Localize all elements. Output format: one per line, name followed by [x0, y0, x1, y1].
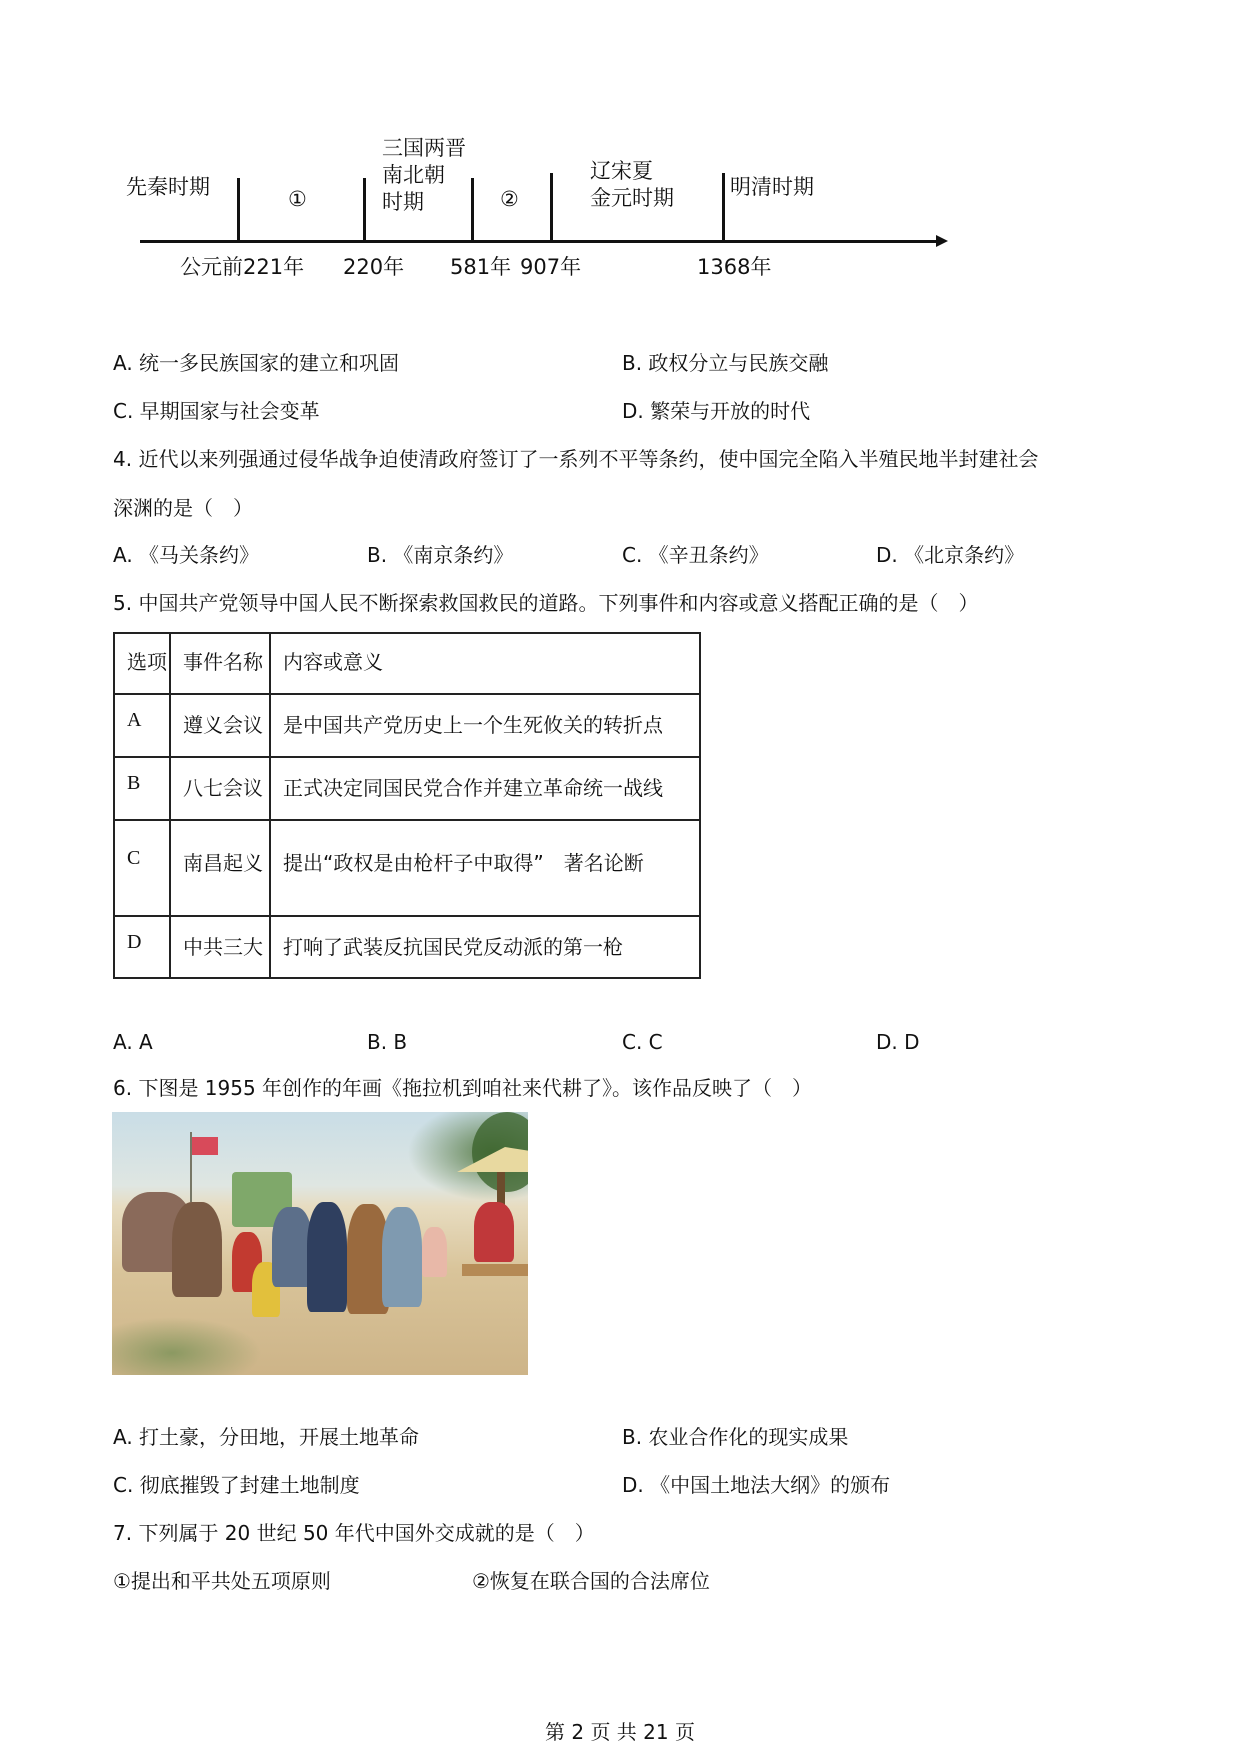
- figure-shape: [272, 1207, 312, 1287]
- timeline-tick: [237, 178, 240, 241]
- timeline-tick: [722, 173, 725, 241]
- new-year-painting-image: [112, 1112, 528, 1375]
- period-label: 三国两晋: [382, 136, 466, 160]
- woman-figure-shape: [474, 1202, 514, 1262]
- period-label: ①: [288, 187, 307, 211]
- q4-option-d: D. 《北京条约》: [876, 543, 1025, 567]
- events-table: [113, 632, 701, 979]
- q3-option-a: A. 统一多民族国家的建立和巩固: [113, 351, 400, 375]
- year-label: 581年: [450, 255, 512, 279]
- q5-option-b: B. B: [367, 1030, 408, 1054]
- q5-stem: 5. 中国共产党领导中国人民不断探索救国救民的道路。下列事件和内容或意义搭配正确的是（ ）: [113, 591, 979, 615]
- q6-option-a: A. 打土豪，分田地，开展土地革命: [113, 1425, 420, 1449]
- page-number: 第 2 页 共 21 页: [545, 1720, 695, 1744]
- q4-option-a: A. 《马关条约》: [113, 543, 260, 567]
- table-cell: D: [114, 916, 170, 978]
- table-cell: 正式决定同国民党合作并建立革命统一战线: [270, 757, 700, 820]
- red-flag-shape: [192, 1137, 218, 1155]
- table-shape: [462, 1264, 528, 1276]
- table-header-row: [114, 633, 700, 694]
- q3-option-d: D. 繁荣与开放的时代: [622, 399, 811, 423]
- timeline-diagram: [110, 136, 960, 300]
- q4-stem-cont: 深渊的是（ ）: [113, 496, 253, 520]
- period-label: 先秦时期: [126, 175, 210, 199]
- table-cell: 中共三大: [170, 916, 270, 978]
- q7-item-2: ②恢复在联合国的合法席位: [472, 1569, 710, 1593]
- q4-stem: 4. 近代以来列强通过侵华战争迫使清政府签订了一系列不平等条约，使中国完全陷入半殖民地半封建社会: [113, 447, 1039, 471]
- table-cell: A: [114, 694, 170, 757]
- figure-shape: [307, 1202, 347, 1312]
- timeline-tick: [363, 178, 366, 241]
- year-label: 907年: [520, 255, 582, 279]
- q4-option-b: B. 《南京条约》: [367, 543, 514, 567]
- q7-stem: 7. 下列属于 20 世纪 50 年代中国外交成就的是（ ）: [113, 1521, 595, 1545]
- table-row: [114, 757, 700, 820]
- table-header-cell: 选项: [114, 633, 170, 694]
- q6-option-c: C. 彻底摧毁了封建土地制度: [113, 1473, 360, 1497]
- timeline-axis: [140, 240, 940, 243]
- table-cell: 八七会议: [170, 757, 270, 820]
- year-label: 公元前221年: [180, 255, 305, 279]
- q5-option-c: C. C: [622, 1030, 663, 1054]
- period-label: ②: [500, 187, 519, 211]
- figure-shape: [172, 1202, 222, 1297]
- timeline-arrow-icon: [936, 235, 948, 247]
- q3-option-c: C. 早期国家与社会变革: [113, 399, 320, 423]
- table-header-cell: 事件名称: [170, 633, 270, 694]
- grass-shape: [112, 1317, 262, 1375]
- timeline-tick: [471, 178, 474, 241]
- table-cell: 是中国共产党历史上一个生死攸关的转折点: [270, 694, 700, 757]
- table-cell: 打响了武装反抗国民党反动派的第一枪: [270, 916, 700, 978]
- period-label: 南北朝: [382, 163, 445, 187]
- year-label: 1368年: [697, 255, 772, 279]
- table-header-cell: 内容或意义: [270, 633, 700, 694]
- table-cell: 提出“政权是由枪杆子中取得” 著名论断: [270, 820, 700, 916]
- period-label: 辽宋夏: [590, 159, 653, 183]
- table-cell: 遵义会议: [170, 694, 270, 757]
- period-label: 时期: [382, 190, 424, 214]
- period-label: 金元时期: [590, 186, 674, 210]
- q7-item-1: ①提出和平共处五项原则: [113, 1569, 331, 1593]
- q5-option-d: D. D: [876, 1030, 920, 1054]
- q6-option-b: B. 农业合作化的现实成果: [622, 1425, 849, 1449]
- q6-stem: 6. 下图是 1955 年创作的年画《拖拉机到咱社来代耕了》。该作品反映了（ ）: [113, 1076, 813, 1100]
- table-row: [114, 820, 700, 916]
- q6-option-d: D. 《中国土地法大纲》的颁布: [622, 1473, 891, 1497]
- table-row: [114, 916, 700, 978]
- table-cell: C: [114, 820, 170, 916]
- q5-option-a: A. A: [113, 1030, 153, 1054]
- table-row: [114, 694, 700, 757]
- q4-option-c: C. 《辛丑条约》: [622, 543, 769, 567]
- year-label: 220年: [343, 255, 405, 279]
- figure-shape: [382, 1207, 422, 1307]
- timeline-tick: [550, 173, 553, 241]
- table-cell: B: [114, 757, 170, 820]
- period-label: 明清时期: [730, 175, 814, 199]
- child-figure-shape: [422, 1227, 447, 1277]
- table-cell: 南昌起义: [170, 820, 270, 916]
- q3-option-b: B. 政权分立与民族交融: [622, 351, 829, 375]
